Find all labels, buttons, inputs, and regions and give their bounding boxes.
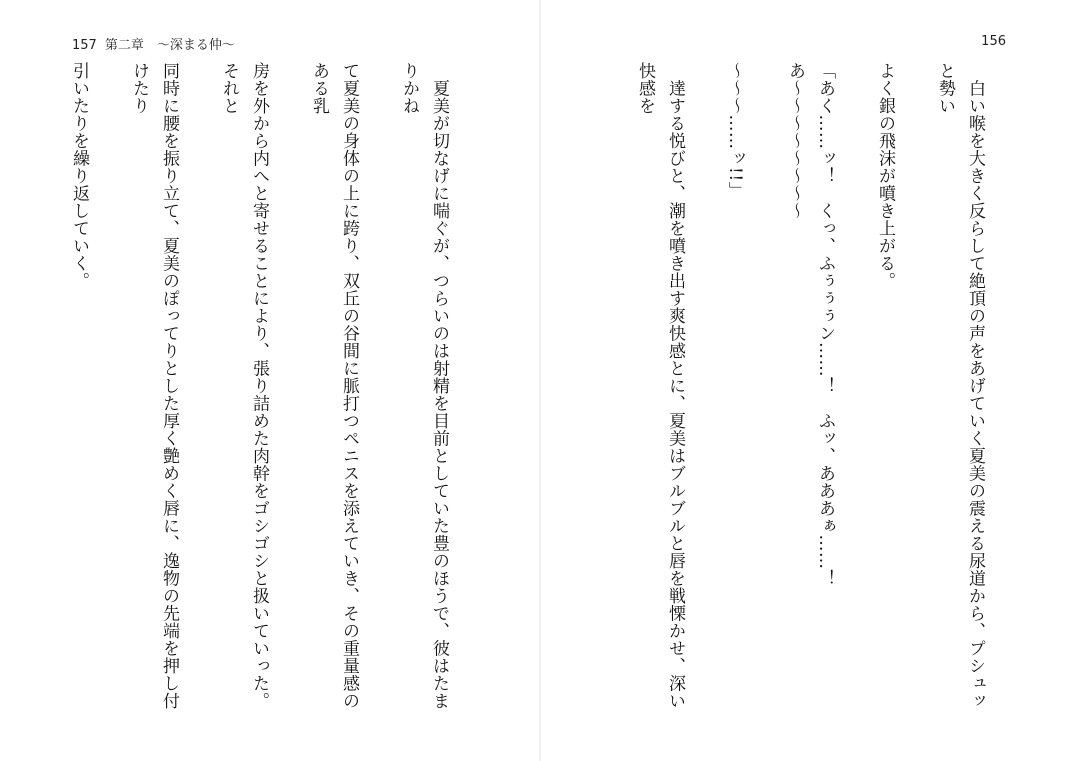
text-line: 達する悦びと、潮を噴き出す爽快感とに、夏美はブルブルと唇を戦慄かせ、深い快感を (635, 62, 685, 710)
chapter-title: 第二章 〜深まる仲〜 (104, 38, 235, 53)
text-line: 同時に腰を振り立て、夏美のぽってりとした厚く艶めく唇に、逸物の先端を押し付けたり (129, 62, 179, 710)
left-page (0, 0, 539, 761)
text-line: 「あく……ッ！ くっ、ふぅぅぅン……！ ふッ、あああぁ……！ あ〜〜〜〜〜〜〜〜 (785, 62, 835, 605)
text-line: 夏美が切なげに喘ぐが、つらいのは射精を目前としていた豊のほうで、彼はたまりかね (399, 62, 449, 710)
left-page-number: 157 (72, 38, 97, 53)
right-running-header (981, 34, 1006, 49)
text-line: 白い喉を大きく反らして絶頂の声をあげていく夏美の震える尿道から、プシュッと勢い (935, 62, 985, 710)
text-line: て夏美の身体の上に跨り、双丘の谷間に脈打つペニスを添えていき、その重量感のある乳 (309, 62, 359, 710)
right-page-number: 156 (981, 34, 1006, 49)
text-line: 房を外から内へと寄せることにより、張り詰めた肉幹をゴシゴシと扱いていった。それと (219, 62, 269, 710)
text-line: 〜〜〜……ッ!!」 (725, 62, 745, 200)
text-line: よく銀の飛沫が噴き上がる。 (875, 62, 895, 290)
right-page-body (600, 62, 1020, 722)
left-running-header (72, 34, 235, 53)
left-page-body (66, 62, 484, 722)
text-line: 引いたりを繰り返していく。 (69, 62, 89, 290)
